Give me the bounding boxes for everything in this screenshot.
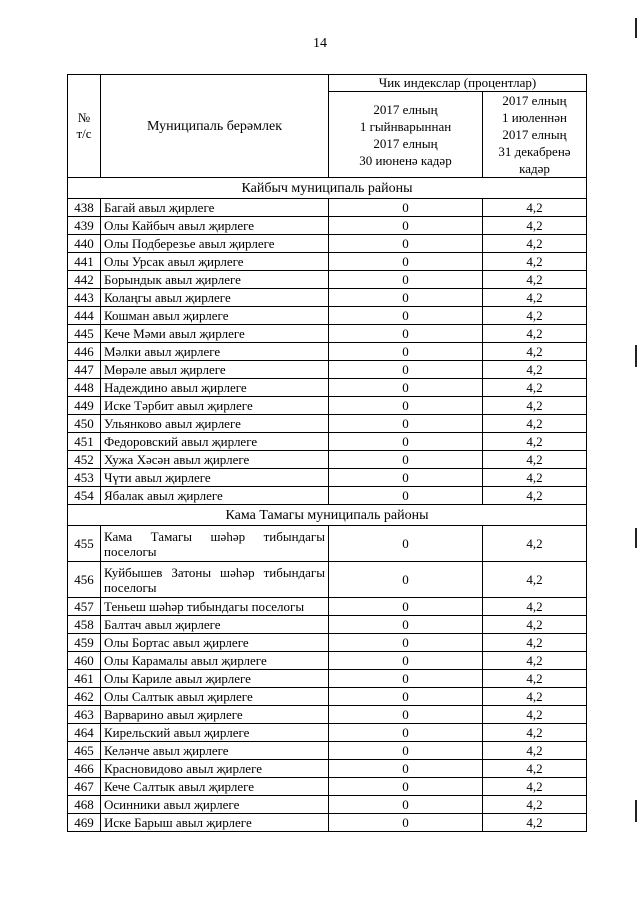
index-second-half: 4,2	[483, 343, 587, 361]
table-row	[68, 688, 587, 706]
index-first-half: 0	[329, 688, 483, 706]
index-first-half: 0	[329, 652, 483, 670]
municipality-name: Келәнче авыл җирлеге	[101, 742, 329, 760]
index-first-half: 0	[329, 616, 483, 634]
index-first-half: 0	[329, 415, 483, 433]
municipality-name: Иске Барыш авыл җирлеге	[101, 814, 329, 832]
index-second-half: 4,2	[483, 670, 587, 688]
row-number: 457	[68, 598, 101, 616]
row-number: 461	[68, 670, 101, 688]
municipality-name: Кече Салтык авыл җирлеге	[101, 778, 329, 796]
index-first-half: 0	[329, 397, 483, 415]
municipality-name: Балтач авыл җирлеге	[101, 616, 329, 634]
header-period-second-half: 2017 елның 1 июленнән 2017 елның 31 декабренә кадәр	[483, 92, 587, 178]
index-second-half: 4,2	[483, 796, 587, 814]
table-row	[68, 217, 587, 235]
index-first-half: 0	[329, 307, 483, 325]
index-first-half: 0	[329, 706, 483, 724]
municipality-name: Надеждино авыл җирлеге	[101, 379, 329, 397]
index-first-half: 0	[329, 724, 483, 742]
index-first-half: 0	[329, 634, 483, 652]
index-second-half: 4,2	[483, 271, 587, 289]
table-row	[68, 307, 587, 325]
index-first-half: 0	[329, 796, 483, 814]
municipality-name: Ябалак авыл җирлеге	[101, 487, 329, 505]
index-first-half: 0	[329, 343, 483, 361]
index-first-half: 0	[329, 451, 483, 469]
table-row	[68, 760, 587, 778]
index-first-half: 0	[329, 271, 483, 289]
municipality-name: Олы Урсак авыл җирлеге	[101, 253, 329, 271]
municipality-name: Олы Кариле авыл җирлеге	[101, 670, 329, 688]
table-row	[68, 634, 587, 652]
table-row	[68, 397, 587, 415]
municipality-name: Кошман авыл җирлеге	[101, 307, 329, 325]
index-second-half: 4,2	[483, 742, 587, 760]
index-first-half: 0	[329, 760, 483, 778]
municipality-name: Варварино авыл җирлеге	[101, 706, 329, 724]
municipality-name: Борындык авыл җирлеге	[101, 271, 329, 289]
municipality-name: Олы Салтык авыл җирлеге	[101, 688, 329, 706]
index-second-half: 4,2	[483, 634, 587, 652]
row-number: 460	[68, 652, 101, 670]
index-first-half: 0	[329, 670, 483, 688]
index-second-half: 4,2	[483, 451, 587, 469]
index-second-half: 4,2	[483, 235, 587, 253]
table-row	[68, 487, 587, 505]
row-number: 452	[68, 451, 101, 469]
row-number: 454	[68, 487, 101, 505]
table-row	[68, 724, 587, 742]
index-second-half: 4,2	[483, 379, 587, 397]
index-first-half: 0	[329, 742, 483, 760]
index-second-half: 4,2	[483, 307, 587, 325]
row-number: 449	[68, 397, 101, 415]
table-row	[68, 706, 587, 724]
section-title: Кайбыч муниципаль районы	[68, 178, 587, 199]
index-second-half: 4,2	[483, 415, 587, 433]
municipality-name: Куйбышев Затоны шәһәр тибындагы поселогы	[101, 562, 329, 598]
table-row	[68, 253, 587, 271]
index-second-half: 4,2	[483, 724, 587, 742]
table-row	[68, 271, 587, 289]
table-row	[68, 289, 587, 307]
index-second-half: 4,2	[483, 487, 587, 505]
index-first-half: 0	[329, 562, 483, 598]
index-second-half: 4,2	[483, 598, 587, 616]
municipality-name: Багай авыл җирлеге	[101, 199, 329, 217]
page-number: 14	[313, 36, 327, 51]
index-first-half: 0	[329, 235, 483, 253]
municipality-name: Теньеш шәһәр тибындагы поселогы	[101, 598, 329, 616]
scan-edge-marks	[635, 0, 637, 905]
index-first-half: 0	[329, 289, 483, 307]
row-number: 463	[68, 706, 101, 724]
row-number: 459	[68, 634, 101, 652]
table-row	[68, 652, 587, 670]
header-period-first-half: 2017 елның 1 гыйнварыннан 2017 елның 30 июненә кадәр	[329, 92, 483, 178]
index-second-half: 4,2	[483, 814, 587, 832]
table-row	[68, 778, 587, 796]
table-row	[68, 742, 587, 760]
municipality-name: Кирельский авыл җирлеге	[101, 724, 329, 742]
index-first-half: 0	[329, 598, 483, 616]
municipality-name: Федоровский авыл җирлеге	[101, 433, 329, 451]
row-number: 440	[68, 235, 101, 253]
table-row	[68, 235, 587, 253]
index-second-half: 4,2	[483, 361, 587, 379]
index-first-half: 0	[329, 253, 483, 271]
row-number: 464	[68, 724, 101, 742]
row-number: 468	[68, 796, 101, 814]
index-first-half: 0	[329, 526, 483, 562]
row-number: 447	[68, 361, 101, 379]
table-row	[68, 469, 587, 487]
table-body	[68, 178, 587, 832]
index-second-half: 4,2	[483, 562, 587, 598]
index-first-half: 0	[329, 217, 483, 235]
row-number: 448	[68, 379, 101, 397]
row-number: 443	[68, 289, 101, 307]
municipality-name: Осинники авыл җирлеге	[101, 796, 329, 814]
row-number: 438	[68, 199, 101, 217]
table-row	[68, 361, 587, 379]
municipality-name: Иске Тәрбит авыл җирлеге	[101, 397, 329, 415]
row-number: 451	[68, 433, 101, 451]
index-second-half: 4,2	[483, 652, 587, 670]
row-number: 439	[68, 217, 101, 235]
row-number: 462	[68, 688, 101, 706]
table-row	[68, 451, 587, 469]
index-second-half: 4,2	[483, 760, 587, 778]
row-number: 456	[68, 562, 101, 598]
index-second-half: 4,2	[483, 469, 587, 487]
table-row	[68, 814, 587, 832]
municipality-name: Олы Подберезье авыл җирлеге	[101, 235, 329, 253]
row-number: 469	[68, 814, 101, 832]
row-number: 465	[68, 742, 101, 760]
index-second-half: 4,2	[483, 289, 587, 307]
index-first-half: 0	[329, 361, 483, 379]
index-second-half: 4,2	[483, 526, 587, 562]
table-row	[68, 616, 587, 634]
row-number: 442	[68, 271, 101, 289]
table-row	[68, 379, 587, 397]
row-number: 445	[68, 325, 101, 343]
index-second-half: 4,2	[483, 217, 587, 235]
section-title: Кама Тамагы муниципаль районы	[68, 505, 587, 526]
index-second-half: 4,2	[483, 253, 587, 271]
index-second-half: 4,2	[483, 433, 587, 451]
row-number: 441	[68, 253, 101, 271]
municipality-name: Олы Карамалы авыл җирлеге	[101, 652, 329, 670]
index-second-half: 4,2	[483, 688, 587, 706]
index-first-half: 0	[329, 487, 483, 505]
table-row	[68, 796, 587, 814]
row-number: 458	[68, 616, 101, 634]
index-first-half: 0	[329, 379, 483, 397]
municipality-name: Мәлки авыл җирлеге	[101, 343, 329, 361]
municipality-name: Олы Бортас авыл җирлеге	[101, 634, 329, 652]
index-second-half: 4,2	[483, 199, 587, 217]
index-first-half: 0	[329, 778, 483, 796]
table-row	[68, 526, 587, 562]
table-row	[68, 433, 587, 451]
header-limit-indices: Чик индекслар (процентлар)	[329, 75, 587, 92]
row-number: 446	[68, 343, 101, 361]
index-first-half: 0	[329, 325, 483, 343]
municipality-name: Колаңгы авыл җирлеге	[101, 289, 329, 307]
table-row	[68, 415, 587, 433]
municipality-name: Мөрәле авыл җирлеге	[101, 361, 329, 379]
row-number: 453	[68, 469, 101, 487]
row-number: 466	[68, 760, 101, 778]
municipality-name: Чүти авыл җирлеге	[101, 469, 329, 487]
header-municipality: Муниципаль берәмлек	[101, 75, 329, 178]
section-header-row	[68, 178, 587, 199]
table-row	[68, 598, 587, 616]
index-second-half: 4,2	[483, 778, 587, 796]
municipal-index-table	[67, 74, 587, 832]
row-number: 455	[68, 526, 101, 562]
row-number: 450	[68, 415, 101, 433]
table-row	[68, 670, 587, 688]
municipality-name: Хужа Хәсән авыл җирлеге	[101, 451, 329, 469]
table-row	[68, 562, 587, 598]
section-header-row	[68, 505, 587, 526]
table-row	[68, 199, 587, 217]
index-first-half: 0	[329, 469, 483, 487]
municipality-name: Кече Мәми авыл җирлеге	[101, 325, 329, 343]
municipality-name: Красновидово авыл җирлеге	[101, 760, 329, 778]
row-number: 444	[68, 307, 101, 325]
index-second-half: 4,2	[483, 616, 587, 634]
table-row	[68, 325, 587, 343]
header-number: № т/с	[68, 75, 101, 178]
index-first-half: 0	[329, 199, 483, 217]
index-first-half: 0	[329, 814, 483, 832]
index-second-half: 4,2	[483, 325, 587, 343]
row-number: 467	[68, 778, 101, 796]
index-second-half: 4,2	[483, 706, 587, 724]
index-first-half: 0	[329, 433, 483, 451]
index-second-half: 4,2	[483, 397, 587, 415]
municipality-name: Кама Тамагы шәһәр тибындагы поселогы	[101, 526, 329, 562]
municipality-name: Ульянково авыл җирлеге	[101, 415, 329, 433]
table-row	[68, 343, 587, 361]
municipality-name: Олы Кайбыч авыл җирлеге	[101, 217, 329, 235]
